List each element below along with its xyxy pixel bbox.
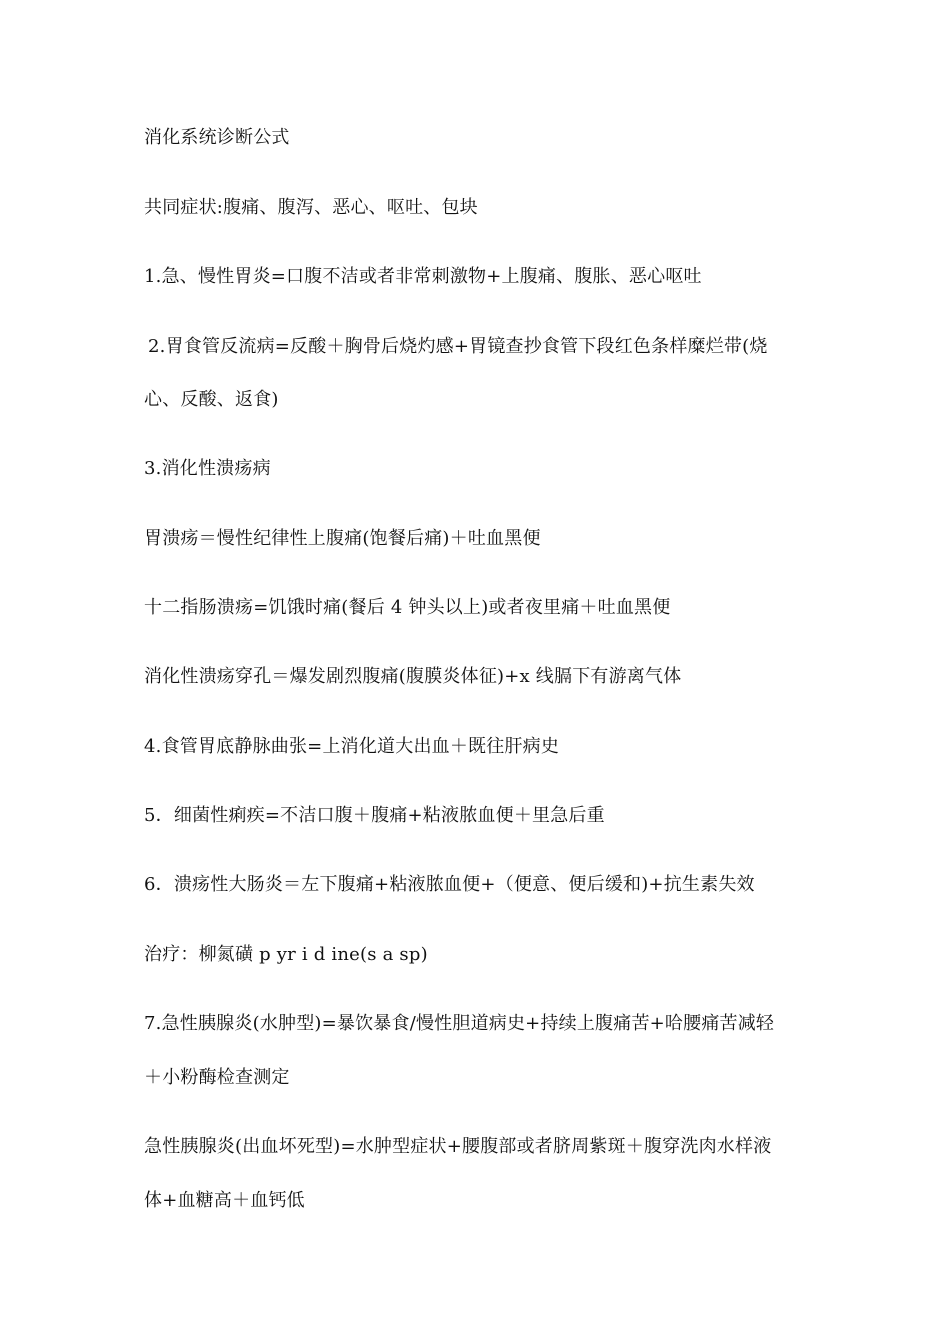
item-3-ulcer-perforation: 消化性溃疡穿孔＝爆发剧烈腹痛(腹膜炎体征)+x 线膈下有游离气体 [144,666,682,687]
item-7-edematous-pancreatitis-line-1: 7.急性胰腺炎(水肿型)=暴饮暴食/慢性胆道病史+持续上腹痛苦+哈腰痛苦减轻 [144,1013,775,1034]
item-1-chronic-gastritis: 1.急、慢性胃炎=口腹不洁或者非常刺激物+上腹痛、腹胀、恶心呕吐 [144,266,702,287]
item-3-duodenal-ulcer: 十二指肠溃疡=饥饿时痛(餐后 4 钟头以上)或者夜里痛＋吐血黑便 [144,597,671,618]
document-title: 消化系统诊断公式 [144,127,290,148]
item-6-treatment: 治疗：柳氮磺 p yr i d ine(s a sp) [144,944,428,965]
item-4-varices: 4.食管胃底静脉曲张=上消化道大出血＋既往肝病史 [144,736,560,757]
item-2-gerd-line-1: 2.胃食管反流病=反酸＋胸骨后烧灼感+胃镜查抄食管下段红色条样糜烂带(烧 [148,336,768,357]
item-5-dysentery: 5．细菌性痢疾=不洁口腹＋腹痛+粘液脓血便＋里急后重 [144,805,605,826]
item-7-hemorrhagic-pancreatitis-line-2: 体+血糖高＋血钙低 [144,1190,305,1211]
item-3-peptic-ulcer-heading: 3.消化性溃疡病 [144,458,271,479]
item-6-ulcerative-colitis: 6．溃疡性大肠炎＝左下腹痛+粘液脓血便+（便意、便后缓和)+抗生素失效 [144,874,755,895]
item-2-gerd-line-2: 心、反酸、返食) [144,389,279,410]
item-3-gastric-ulcer: 胃溃疡＝慢性纪律性上腹痛(饱餐后痛)＋吐血黑便 [144,528,541,549]
item-7-edematous-pancreatitis-line-2: ＋小粉酶检查测定 [144,1067,290,1088]
common-symptoms: 共同症状:腹痛、腹泻、恶心、呕吐、包块 [144,197,478,218]
item-7-hemorrhagic-pancreatitis-line-1: 急性胰腺炎(出血坏死型)=水肿型症状+腰腹部或者脐周紫斑＋腹穿洗肉水样液 [144,1136,772,1157]
